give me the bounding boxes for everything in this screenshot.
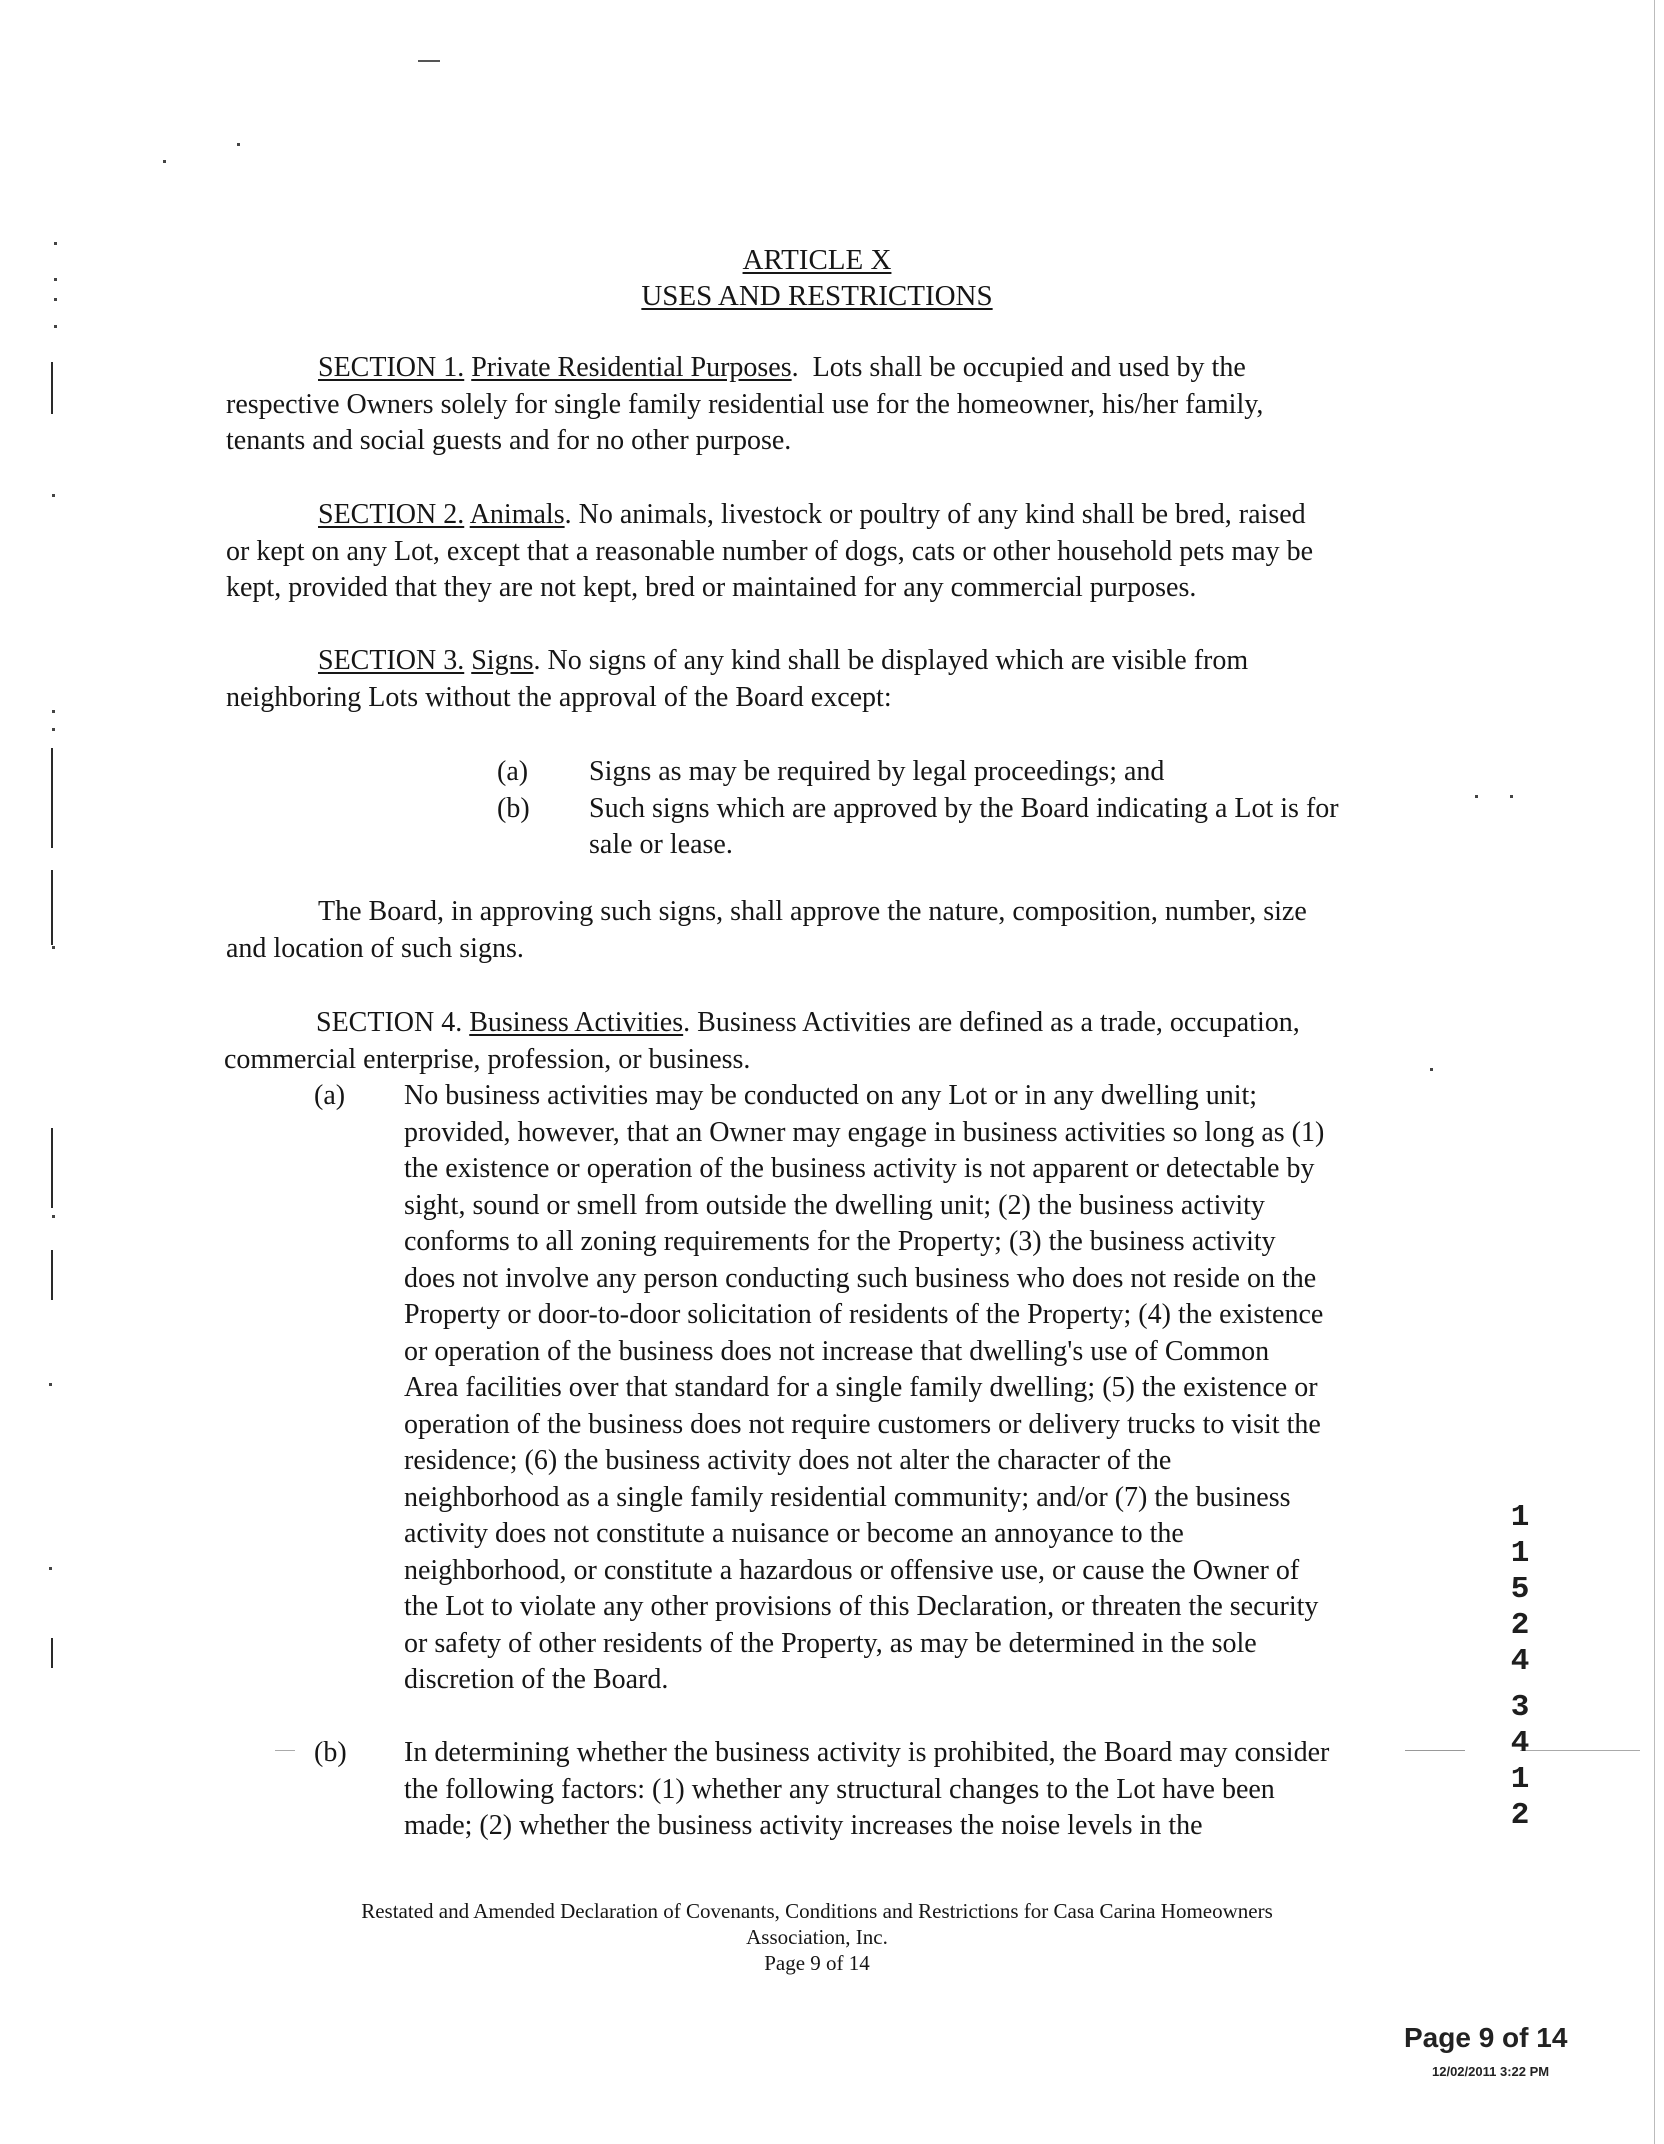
- section-2-heading: Animals: [469, 499, 565, 530]
- section-3-list: [497, 754, 1457, 864]
- section-3: [226, 643, 1466, 716]
- list-text-line: made; (2) whether the business activity increases the noise levels in the: [404, 1810, 1203, 1841]
- section-3-closing: [226, 894, 1466, 967]
- section-1-line: respective Owners solely for single family residential use for the homeowner, his/her family,: [226, 388, 1264, 420]
- scan-mark: [52, 710, 55, 713]
- book-digit: 2: [1510, 1798, 1530, 1833]
- section-3-text: No signs of any kind shall be displayed which are visible from: [547, 645, 1249, 676]
- list-text-line: the existence or operation of the business activity is not apparent or detectable by: [404, 1153, 1315, 1184]
- article-heading: [0, 244, 1634, 277]
- article-number: ARTICLE X: [742, 244, 892, 276]
- list-text-line: neighborhood as a single family residential community; and/or (7) the business: [404, 1481, 1291, 1513]
- list-text-line: residence; (6) the business activity does not alter the character of the: [404, 1445, 1172, 1476]
- scan-mark: [1520, 1750, 1640, 1751]
- footer-title: Restated and Amended Declaration of Covenants, Conditions and Restrictions for Casa Carina Homeowners: [361, 1899, 1273, 1923]
- list-text-line: Signs as may be required by legal proceedings; and: [589, 756, 1165, 787]
- list-marker: (b): [497, 792, 530, 824]
- book-number-upper: [1503, 1500, 1537, 1680]
- section-2: [226, 497, 1466, 607]
- list-text-line: Such signs which are approved by the Board indicating a Lot is for: [589, 792, 1339, 824]
- scan-mark: [237, 143, 240, 146]
- section-4-line: SECTION 4. Business Activities. Business Activities are defined as a trade, occupation,: [316, 1007, 1300, 1038]
- document-footer: [0, 1898, 1634, 1976]
- scan-mark: [49, 1383, 52, 1386]
- list-text-line: Area facilities over that standard for a single family dwelling; (5) the existence or: [404, 1372, 1318, 1403]
- section-1-label: SECTION 1.: [318, 352, 465, 383]
- scan-mark: [52, 1215, 55, 1218]
- section-2-line: SECTION 2. Animals. No animals, livestock or poultry of any kind shall be bred, raised: [318, 499, 1306, 530]
- list-text-line: In determining whether the business activity is prohibited, the Board may consider: [404, 1737, 1330, 1768]
- list-marker: (a): [497, 756, 529, 787]
- list-text: [404, 1078, 1324, 1699]
- list-text: [589, 754, 1164, 791]
- list-text-line: or safety of other residents of the Property, as may be determined in the sole: [404, 1627, 1257, 1659]
- scan-mark: [275, 1750, 295, 1751]
- section-3-line: SECTION 3. Signs. No signs of any kind shall be displayed which are visible from: [318, 645, 1249, 676]
- section-1-text: Lots shall be occupied and used by the: [812, 352, 1246, 383]
- section-2-line: or kept on any Lot, except that a reasonable number of dogs, cats or other household pets may be: [226, 535, 1314, 567]
- scan-mark: [52, 494, 55, 497]
- list-text-line: sale or lease.: [589, 829, 733, 860]
- list-text-line: does not involve any person conducting such business who does not reside on the: [404, 1262, 1317, 1294]
- scan-mark: [51, 1250, 53, 1300]
- scan-mark: [49, 1567, 52, 1570]
- list-text-line: operation of the business does not require customers or delivery trucks to visit the: [404, 1408, 1321, 1440]
- list-text-line: activity does not constitute a nuisance or become an annoyance to the: [404, 1518, 1184, 1549]
- section-1-line: tenants and social guests and for no other purpose.: [226, 425, 792, 456]
- recorder-page-stamp: Page 9 of 14: [1404, 2022, 1568, 2053]
- book-digit: 3: [1510, 1690, 1530, 1725]
- section-2-text: No animals, livestock or poultry of any kind shall be bred, raised: [578, 499, 1306, 530]
- book-digit: 1: [1510, 1536, 1530, 1571]
- scan-mark: [51, 1128, 53, 1208]
- article-title: [0, 280, 1634, 313]
- section-4-text: Business Activities are defined as a trade, occupation,: [697, 1007, 1300, 1038]
- scan-mark: [1654, 0, 1655, 2144]
- scan-mark: [1475, 795, 1478, 798]
- list-text-line: discretion of the Board.: [404, 1664, 669, 1695]
- list-text-line: the Lot to violate any other provisions of this Declaration, or threaten the security: [404, 1591, 1319, 1622]
- scan-mark: [163, 160, 166, 163]
- book-digit: 4: [1510, 1726, 1530, 1761]
- list-text-line: No business activities may be conducted on any Lot or in any dwelling unit;: [404, 1080, 1258, 1111]
- section-2-label: SECTION 2.: [318, 499, 465, 530]
- list-text-line: the following factors: (1) whether any structural changes to the Lot have been: [404, 1773, 1275, 1805]
- list-marker: (b): [314, 1737, 347, 1768]
- list-text-line: Property or door-to-door solicitation of residents of the Property; (4) the existence: [404, 1299, 1324, 1330]
- list-item: [497, 754, 1457, 791]
- book-digit: 2: [1510, 1608, 1530, 1643]
- scan-mark: [52, 728, 55, 731]
- scan-mark: [54, 325, 57, 328]
- section-1-heading: Private Residential Purposes: [471, 352, 792, 383]
- closing-line: The Board, in approving such signs, shall approve the nature, composition, number, size: [318, 896, 1307, 927]
- section-4-line: commercial enterprise, profession, or business.: [224, 1043, 751, 1075]
- list-text-line: provided, however, that an Owner may engage in business activities so long as (1): [404, 1116, 1325, 1148]
- section-4-label: SECTION 4.: [316, 1007, 463, 1038]
- section-1: [226, 350, 1466, 460]
- closing-line: and location of such signs.: [226, 932, 524, 964]
- scan-mark: [1510, 795, 1513, 798]
- section-3-line: neighboring Lots without the approval of the Board except:: [226, 681, 892, 713]
- list-item: [497, 791, 1457, 864]
- list-text-line: sight, sound or smell from outside the dwelling unit; (2) the business activity: [404, 1189, 1265, 1221]
- list-text-line: conforms to all zoning requirements for the Property; (3) the business activity: [404, 1226, 1276, 1257]
- list-text: [589, 791, 1339, 864]
- article-name: USES AND RESTRICTIONS: [641, 280, 993, 312]
- book-digit: 4: [1510, 1644, 1530, 1679]
- section-3-heading: Signs: [471, 645, 534, 676]
- book-number-lower: [1503, 1690, 1537, 1834]
- section-1-line: SECTION 1. Private Residential Purposes. Lots shall be occupied and used by the: [318, 352, 1246, 383]
- recorder-date-stamp: 12/02/2011 3:22 PM: [1432, 2064, 1550, 2079]
- scan-mark: [51, 1638, 53, 1668]
- footer-page: Page 9 of 14: [764, 1951, 870, 1975]
- section-2-line: kept, provided that they are not kept, bred or maintained for any commercial purposes.: [226, 572, 1197, 603]
- scan-mark: [51, 362, 53, 414]
- list-marker: (a): [314, 1080, 346, 1111]
- book-digit: 1: [1510, 1500, 1530, 1535]
- list-text-line: neighborhood, or constitute a hazardous or offensive use, or cause the Owner of: [404, 1554, 1300, 1586]
- scan-mark: [52, 946, 55, 949]
- scan-mark: [51, 870, 53, 945]
- section-3-label: SECTION 3.: [318, 645, 465, 676]
- list-text: [404, 1735, 1329, 1845]
- list-text-line: or operation of the business does not increase that dwelling's use of Common: [404, 1335, 1270, 1367]
- footer-association: Association, Inc.: [746, 1925, 888, 1949]
- book-digit: 5: [1510, 1572, 1530, 1607]
- book-digit: 1: [1510, 1762, 1530, 1797]
- section-4-item-b: [314, 1735, 1454, 1845]
- section-4: [224, 1005, 1464, 1078]
- scan-mark: [51, 748, 53, 848]
- section-4-heading: Business Activities: [469, 1007, 684, 1038]
- scan-mark: [418, 60, 440, 62]
- section-4-item-a: [314, 1078, 1454, 1699]
